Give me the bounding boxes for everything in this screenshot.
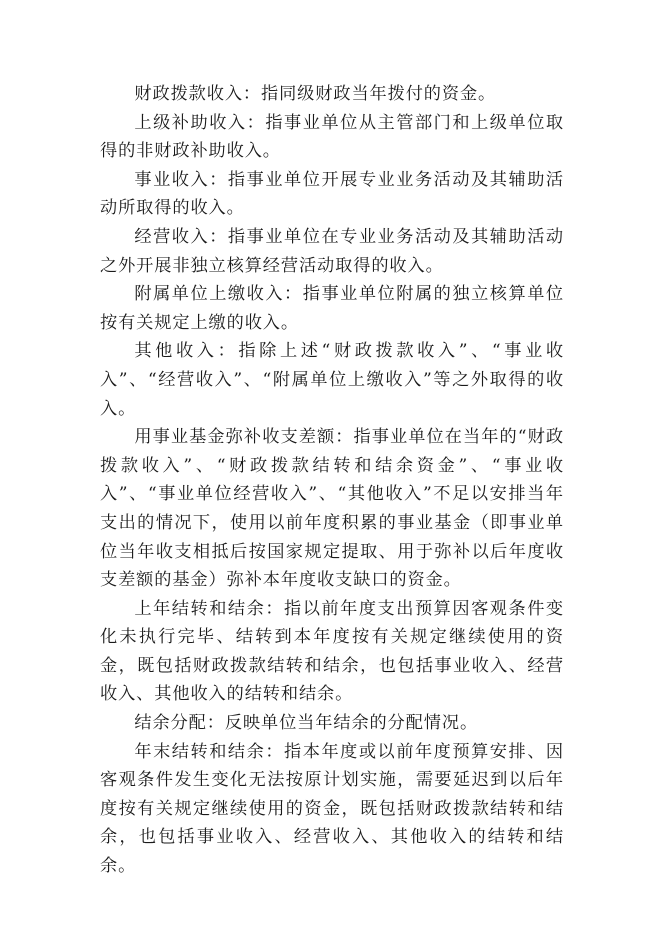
paragraph-other-income: 其他收入：指除上述“财政拨款收入”、“事业收入”、“经营收入”、“附属单位上缴收入”等之外取得的收入。 (100, 341, 564, 419)
paragraph-operating-income: 经营收入：指事业单位在专业业务活动及其辅助活动之外开展非独立核算经营活动取得的收入。 (100, 226, 564, 276)
paragraph-year-end-carryover: 年末结转和结余：指本年度或以前年度预算安排、因客观条件发生变化无法按原计划实施，需要延迟到以后年度按有关规定继续使用的资金，既包括财政拨款结转和结余，也包括事业收入、经营收入、其他收入的结转和结余。 (100, 741, 564, 877)
paragraph-business-fund-offset: 用事业基金弥补收支差额：指事业单位在当年的“财政拨款收入”、“财政拨款结转和结余资金”、“事业收入”、“事业单位经营收入”、“其他收入”不足以安排当年支出的情况下，使用以前年度积累的事业基金（即事业单位当年收支相抵后按国家规定提取、用于弥补以后年度收支差额的基金）弥补本年度收支缺口的资金。 (100, 427, 564, 591)
document-page (100, 80, 564, 881)
paragraph-prior-year-carryover: 上年结转和结余：指以前年度支出预算因客观条件变化未执行完毕、结转到本年度按有关规定继续使用的资金，既包括财政拨款结转和结余，也包括事业收入、经营收入、其他收入的结转和结余。 (100, 598, 564, 705)
paragraph-business-income: 事业收入：指事业单位开展专业业务活动及其辅助活动所取得的收入。 (100, 169, 564, 219)
paragraph-surplus-distribution: 结余分配：反映单位当年结余的分配情况。 (134, 713, 479, 734)
paragraph-subsidiary-remittance-income: 附属单位上缴收入：指事业单位附属的独立核算单位按有关规定上缴的收入。 (100, 284, 564, 333)
paragraph-superior-subsidy-income: 上级补助收入：指事业单位从主管部门和上级单位取得的非财政补助收入。 (100, 112, 564, 162)
paragraph-fiscal-appropriation-income: 财政拨款收入：指同级财政当年拨付的资金。 (134, 84, 497, 104)
